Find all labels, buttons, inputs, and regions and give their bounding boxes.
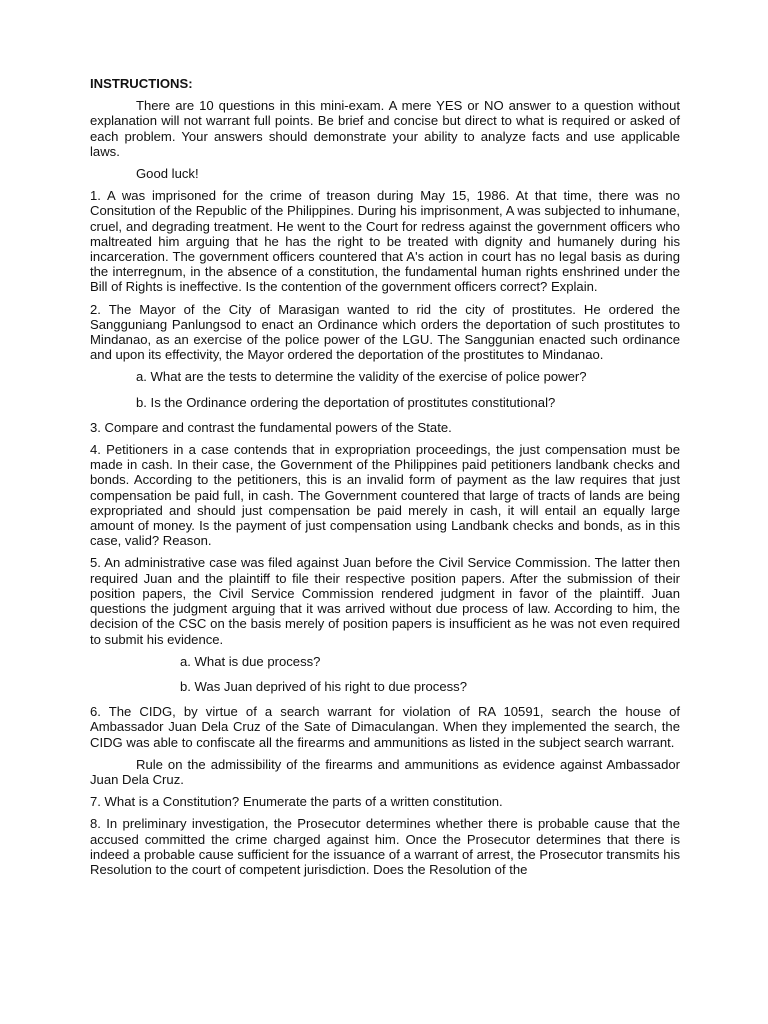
question-2-sub-a: a. What are the tests to determine the validity of the exercise of police power? [136,369,587,385]
instructions-paragraph: There are 10 questions in this mini-exam. A mere YES or NO answer to a question without explanation will not warrant full points. Be brief and concise but direct to what is required or asked of each problem. Your answers should demonstrate your ability to analyze facts and use applicable laws. [90,98,680,159]
exam-page [90,76,680,884]
good-luck-text: Good luck! [136,166,199,182]
question-1: 1. A was imprisoned for the crime of treason during May 15, 1986. At that time, there was no Consitution of the Republic of the Philippines. During his imprisonment, A was subjected to inhumane, cruel, and degrading treatment. He went to the Court for redress against the government officers who maltreated him arguing that he has the right to be treated with dignity and humanely during his incarceration. The government officers countered that A's action in court has no legal basis as during the interregnum, in the absence of a constitution, the fundamental human rights enshrined under the Bill of Rights is ineffective. Is the contention of the government officers correct? Explain. [90,188,680,295]
question-5: 5. An administrative case was filed against Juan before the Civil Service Commission. The latter then required Juan and the plaintiff to file their respective position papers. After the submission of their position papers, the Civil Service Commission rendered judgment in favor of the plaintiff. Juan questions the judgment arguing that it was arrived without due process of law. According to him, the decision of the CSC on the basis merely of position papers is insufficient as he was not even required to submit his evidence. [90,555,680,647]
question-8: 8. In preliminary investigation, the Prosecutor determines whether there is probable cause that the accused committed the crime charged against him. Once the Prosecutor determines that there is indeed a probable cause sufficient for the issuance of a warrant of arrest, the Prosecutor transmits his Resolution to the court of competent jurisdiction. Does the Resolution of the [90,816,680,877]
question-5-sub-b: b. Was Juan deprived of his right to due process? [180,678,468,694]
question-4: 4. Petitioners in a case contends that in expropriation proceedings, the just compensation must be made in cash. In their case, the Government of the Philippines paid petitioners landbank checks and bonds. According to the petitioners, this is an invalid form of payment as the law requires that just compensation be paid full, in cash. The Government countered that large of tracts of lands are being expropriated and should just compensation be paid merely in cash, it will entail an equally large amount of money. Is the payment of just compensation using Landbank checks and bonds, as in this case, valid? Reason. [90,442,680,549]
question-2: 2. The Mayor of the City of Marasigan wanted to rid the city of prostitutes. He ordered the Sangguniang Panlungsod to enact an Ordinance which orders the deportation of such prostitutes to Mindanao, as an exercise of the police power of the LGU. The Sanggunian enacted such ordinance and upon its effectivity, the Mayor ordered the deportation of the prostitutes to Mindanao. [90,301,680,363]
question-7: 7. What is a Constitution? Enumerate the parts of a written constitution. [90,794,503,810]
question-5-sub-a: a. What is due process? [180,653,321,669]
question-2-sub-b: b. Is the Ordinance ordering the deportation of prostitutes constitutional? [136,394,556,410]
question-6: 6. The CIDG, by virtue of a search warrant for violation of RA 10591, search the house of Ambassador Juan Dela Cruz of the Sate of Dimaculangan. When they implemented the search, the CIDG was able to confiscate all the firearms and ammunitions as listed in the subject search warrant. [90,704,680,750]
instructions-heading: INSTRUCTIONS: [90,76,193,91]
question-3: 3. Compare and contrast the fundamental powers of the State. [90,419,452,435]
question-6-followup: Rule on the admissibility of the firearms and ammunitions as evidence against Ambassador Juan Dela Cruz. [90,756,680,787]
